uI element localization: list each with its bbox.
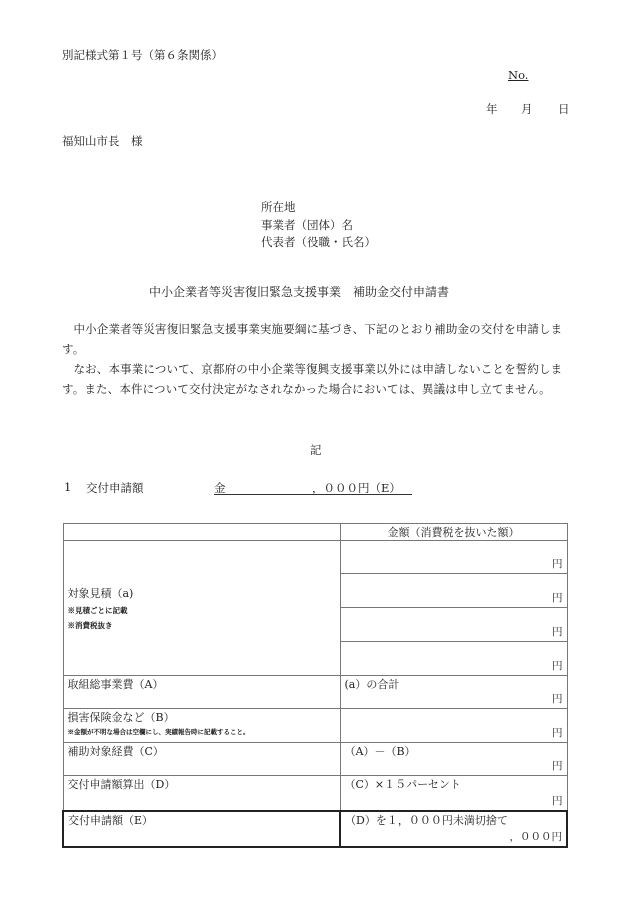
yen-label: 円	[552, 660, 563, 672]
date-month-label: 月	[521, 102, 533, 116]
insurance-cell[interactable]	[340, 709, 567, 743]
estimate-amount-cell-2[interactable]	[340, 574, 567, 608]
ki-heading: 記	[310, 443, 322, 457]
yen-label: 円	[552, 760, 563, 772]
calc-amount-cell[interactable]	[340, 776, 567, 811]
table-row	[63, 709, 567, 743]
eligible-cost-label: 補助対象経費（C）	[63, 743, 340, 776]
application-amount-label: 交付申請額（E）	[63, 811, 340, 847]
address-label: 所在地	[261, 200, 296, 214]
estimate-row	[63, 541, 567, 574]
estimate-label: 対象見積（a)	[67, 587, 134, 600]
estimate-amount-cell-3[interactable]	[340, 608, 567, 642]
calc-amount-label: 交付申請額算出（D）	[63, 776, 340, 811]
yen-label: 円	[552, 558, 563, 570]
table-row	[63, 743, 567, 776]
number-label: No.	[508, 68, 529, 82]
table-row	[63, 676, 567, 709]
application-amount-cell[interactable]	[340, 811, 567, 847]
insurance-note: ※金額が不明な場合は空欄にし、実績報告時に記載すること。	[67, 728, 250, 736]
total-cost-cell[interactable]	[340, 676, 567, 709]
yen-label: 円	[552, 693, 563, 705]
amount-prefix: 金	[214, 481, 226, 495]
total-cost-label: 取組総事業費（A）	[63, 676, 340, 709]
body-text	[62, 319, 570, 399]
item1-number: 1	[64, 480, 72, 494]
body-paragraph-2: なお、本事業について、京都府の中小企業等復興支援事業以外には申請しないことを誓約します。また、本件について交付決定がなされなかった場合においては、異議は申し立てません。	[62, 362, 563, 396]
estimate-amount-cell-4[interactable]	[340, 642, 567, 676]
total-cost-formula: (a）の合計	[344, 678, 400, 691]
document-title: 中小企業者等災害復旧緊急支援事業 補助金交付申請書	[149, 285, 450, 299]
date-day-label: 日	[558, 102, 570, 116]
yen-label: 円	[552, 727, 563, 739]
yen-label: 円	[552, 794, 563, 807]
application-amount-field[interactable]	[214, 480, 412, 495]
header-left-cell	[63, 524, 340, 541]
header-amount: 金額（消費税を抜いた額）	[340, 524, 567, 541]
estimate-note-1: ※見積ごとに記載	[67, 606, 128, 615]
eligible-cost-cell[interactable]	[340, 743, 567, 776]
calc-amount-formula: （C）×１５パーセント	[344, 778, 461, 791]
application-amount-suffix: ，０００円	[509, 830, 562, 843]
insurance-label-cell	[63, 709, 340, 743]
table-row	[63, 811, 567, 847]
body-paragraph-1: 中小企業者等災害復旧緊急支援事業実施要綱に基づき、下記のとおり補助金の交付を申請します。	[62, 322, 563, 356]
addressee: 福知山市長 様	[62, 134, 143, 148]
estimate-label-cell	[63, 541, 340, 676]
yen-label: 円	[552, 626, 563, 638]
date-year-label: 年	[486, 102, 498, 116]
document-number-field[interactable]	[508, 68, 566, 82]
applicant-name-label: 事業者（団体）名	[261, 218, 353, 232]
form-label: 別記様式第１号（第６条関係）	[62, 48, 223, 62]
representative-label: 代表者（役職・氏名）	[261, 235, 376, 249]
amount-suffix: ，０００円（E）	[312, 481, 401, 495]
table-row	[63, 776, 567, 811]
yen-label: 円	[552, 592, 563, 604]
table-header-row	[63, 524, 567, 541]
estimate-note-2: ※消費税抜き	[67, 621, 113, 630]
application-amount-formula: （D）を１，０００円未満切捨て	[345, 813, 508, 827]
eligible-cost-formula: （A）－（B）	[344, 745, 416, 758]
insurance-label: 損害保険金など（B）	[67, 711, 175, 724]
estimate-amount-cell-1[interactable]	[340, 541, 567, 574]
expense-table	[62, 523, 568, 848]
item1-label: 交付申請額	[86, 481, 144, 495]
